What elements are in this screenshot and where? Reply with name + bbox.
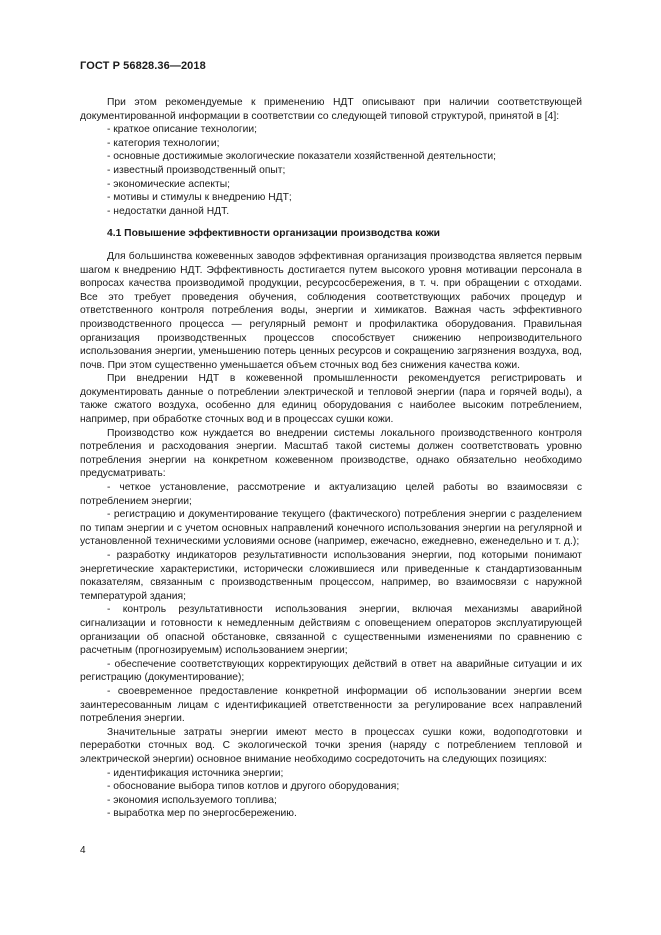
section-paragraph-2: При внедрении НДТ в кожевенной промышленности рекомендуется регистрировать и документировать данные о потреблении электрической и тепловой энергии (пара и горячей воды), а также сжатого воздуха, особенно для единиц оборудования с наиболее высоким потреблением, например, при обработке сточных вод и в процессах сушки кожи. <box>80 373 582 426</box>
list-item: - идентификация источника энергии; <box>107 767 284 779</box>
list-item: - разработку индикаторов результативности использования энергии, под которыми понимают энергетические характеристики, исторически сложившиеся или приведенные к стандартизованным показателям, связанным с производственным процессом, например, во взаимосвязи с наружной температурой здания; <box>80 550 582 602</box>
list-item: - известный производственный опыт; <box>107 164 286 176</box>
section-paragraph-4: Значительные затраты энергии имеют место в процессах сушки кожи, водоподготовки и переработки сточных вод. С экологической точки зрения (наряду с потреблением тепловой и электрической энергии) основное внимание необходимо сосредоточить на следующих позициях: <box>80 726 582 765</box>
list-item: - четкое установление, рассмотрение и актуализацию целей работы во взаимосвязи с потреблением энергии; <box>80 482 582 507</box>
list-item: - экономические аспекты; <box>107 178 230 190</box>
document-header: ГОСТ Р 56828.36—2018 <box>80 60 206 72</box>
list-item: - выработка мер по энергосбережению. <box>107 808 297 820</box>
section-paragraph-1: Для большинства кожевенных заводов эффективная организация производства является первым шагом к внедрению НДТ. Эффективность достигается путем высокого уровня мотивации персонала в вопросах качества производимой продукции, ресурсосбережения, в т. ч. при обращении с отходами. Все это требует проведения обучения, соблюдения соответствующих рабочих процедур и ответственного контроля потребления воды, энергии и химикатов. Важная часть эффективного производственного процесса — регулярный ремонт и профилактика оборудования. Правильная организация производственных процессов способствует снижению непроизводительного использования энергии, уменьшению потерь ценных ресурсов и сокращению загрязнения воздуха, вод, почв. При этом существенно уменьшается объем сточных вод без снижения качества кожи. <box>80 250 582 371</box>
list-item: - контроль результативности использования энергии, включая механизмы аварийной сигнализации и готовности к немедленным действиям с оповещением операторов эксплуатирующей организации об опасной обстановке, связанной с существенными изменениями по сравнению с расчетным (прогнозируемым) использованием энергии; <box>80 604 582 657</box>
positions-list <box>80 767 582 821</box>
list-item: - краткое описание технологии; <box>107 124 258 136</box>
section-title: 4.1 Повышение эффективности организации производства кожи <box>107 228 440 240</box>
page-number: 4 <box>80 845 86 856</box>
list-item: - обеспечение соответствующих корректирующих действий в ответ на аварийные ситуации и их регистрацию (документирование); <box>80 658 582 684</box>
list-item: - экономия используемого топлива; <box>107 794 277 806</box>
list-item: - своевременное предоставление конкретной информации об использовании энергии всем заинтересованным лицам с идентификацией ответственности за регулирование всех направлений потребления энергии. <box>80 685 582 725</box>
document-body <box>80 96 582 821</box>
list-item: - обоснование выбора типов котлов и другого оборудования; <box>107 781 400 793</box>
measures-list <box>80 481 582 726</box>
list-item: - мотивы и стимулы к внедрению НДТ; <box>107 192 292 204</box>
list-item: - категория технологии; <box>107 137 220 149</box>
intro-paragraph: При этом рекомендуемые к применению НДТ описывают при наличии соответствующей документированной информации в соответствии со следующей типовой структурой, принятой в [4]: <box>80 97 582 122</box>
intro-list <box>80 123 582 218</box>
list-item: - регистрацию и документирование текущего (фактического) потребления энергии с разделением по типам энергии и с учетом основных направлений конечного использования энергии на регулярной и установленной техническими условиями основе (например, ежечасно, ежедневно, еженедельно и т. д.); <box>80 509 582 548</box>
section-paragraph-3: Производство кож нуждается во внедрении системы локального производственного контроля потребления и расходования энергии. Масштаб такой системы должен соответствовать уровню потребления энергии на конкретном кожевенном производстве, однако обязательно необходимо предусматривать: <box>80 427 582 480</box>
list-item: - основные достижимые экологические показатели хозяйственной деятельности; <box>107 151 496 163</box>
list-item: - недостатки данной НДТ. <box>107 205 230 217</box>
